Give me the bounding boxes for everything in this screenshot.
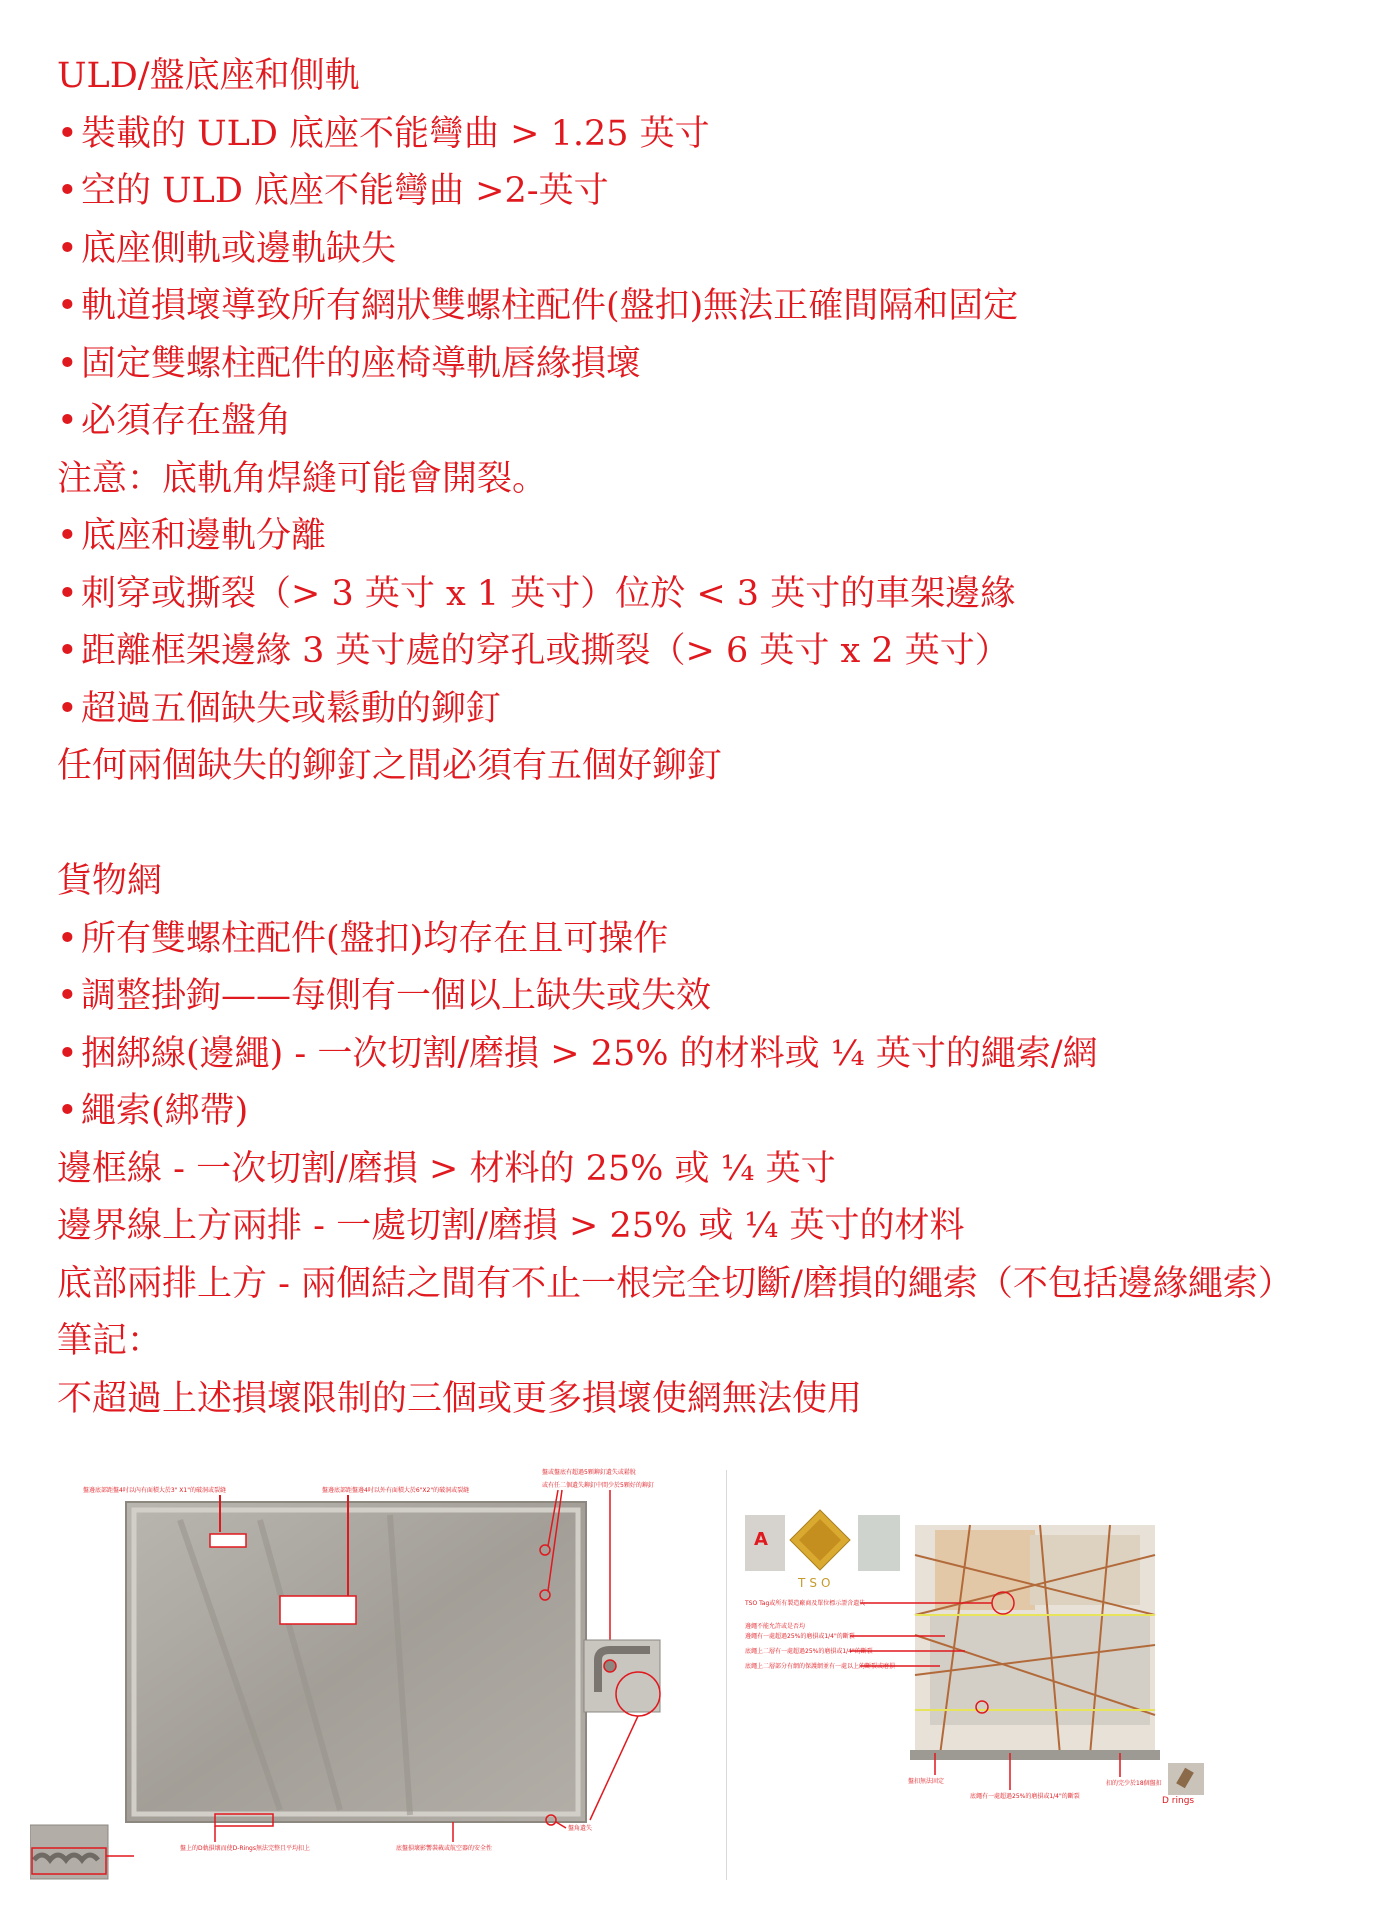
note-weld-crack: 注意：底軌角焊縫可能會開裂。 [57, 458, 548, 499]
tso-text: TSO [798, 1576, 835, 1590]
caption-buckle-count: 扣的完少於18個盤扣 [1106, 1780, 1162, 1787]
caption-lower-rows: 底繩上二層部分有網的保護網並有一處以上的斷裂或磨損 [745, 1663, 896, 1670]
caption-corner: 盤角遺失 [568, 1825, 593, 1832]
bullet-puncture-far-edge: • 距離框架邊緣 3 英寸處的穿孔或撕裂（> 6 英寸 x 2 英寸） [57, 623, 1357, 681]
bullet-adjust-hooks: • 調整掛鉤——每側有一個以上缺失或失效 [57, 968, 1357, 1026]
cargo-net-section [57, 853, 1357, 1428]
caption-upper-rows: 底繩上二層有一處超過25%的磨損或1/4"的斷裂 [745, 1648, 873, 1655]
pallet-damage-figure [30, 1460, 720, 1880]
bullet-rail-missing: • 底座側軌或邊軌缺失 [57, 221, 1357, 279]
upper-rows-rule: 邊界線上方兩排 - 一處切割/磨損 > 25% 或 ¼ 英寸的材料 [57, 1206, 965, 1246]
bullet-rivets-missing: • 超過五個缺失或鬆動的鉚釘 [57, 681, 1357, 739]
net-unusable-rule: 不超過上述損壞限制的三個或更多損壞使網無法使用 [57, 1378, 863, 1419]
drings-text: D rings [1162, 1796, 1195, 1806]
bullet-loaded-base-bend: • 裝載的 ULD 底座不能彎曲 > 1.25 英寸 [57, 106, 1357, 164]
bullet-fittings-present: • 所有雙螺柱配件(盤扣)均存在且可操作 [57, 911, 1357, 969]
caption-edge-rope-a: 邊繩不能允許或是否均 [745, 1623, 806, 1630]
bullet-ropes: • 繩索(綁帶) [57, 1083, 1357, 1141]
svg-text:A: A [754, 1529, 768, 1550]
caption-tso-tag: TSO Tag或所有製造廠商及單位標示證含遺失 [745, 1600, 866, 1607]
caption-hole-edge: 盤邊底部距盤4吋以內有面積大於3" X1"的破洞或裂縫 [83, 1487, 226, 1494]
tag-photo-b [858, 1515, 900, 1571]
caption-edge-rope-b: 邊繩有一處超過25%的磨損或1/4"的斷裂 [745, 1633, 855, 1640]
bullet-empty-base-bend: • 空的 ULD 底座不能彎曲 >2-英寸 [57, 163, 1357, 221]
bullet-edge-rope: • 捆綁線(邊繩) - 一次切割/磨損 > 25% 的材料或 ¼ 英寸的繩索/網 [57, 1026, 1357, 1084]
caption-rivets-bottom: 或有任二個遺失鉚釘中間少於5顆好的鉚釘 [542, 1482, 654, 1489]
border-rope-rule: 邊框線 - 一次切割/磨損 > 材料的 25% 或 ¼ 英寸 [57, 1148, 836, 1189]
bottom-rows-rule: 底部兩排上方 - 兩個結之間有不止一根完全切斷/磨損的繩索（不包括邊緣繩索） [57, 1263, 1293, 1304]
caption-hole-center: 盤邊底部距盤邊4吋以外有面積大於6"X2"的破洞或裂縫 [322, 1487, 470, 1494]
bullet-corners-present: • 必須存在盤角 [57, 393, 1357, 451]
caption-buckle: 盤扣無法固定 [908, 1778, 945, 1785]
caption-rail: 盤上的D軌損壞而使D-Rings無法完整且平均扣上 [180, 1845, 310, 1852]
bullet-puncture-near-edge: • 刺穿或撕裂（> 3 英寸 x 1 英寸）位於 < 3 英寸的車架邊緣 [57, 566, 1357, 624]
pallet-plate [126, 1502, 586, 1822]
hole-center-marker [280, 1596, 356, 1624]
bullet-base-rail-separation: • 底座和邊軌分離 [57, 508, 1357, 566]
rail-closeup-photo [30, 1825, 108, 1879]
bullet-seat-track-lip: • 固定雙螺柱配件的座椅導軌唇緣損壞 [57, 336, 1357, 394]
rivet-rule: 任何兩個缺失的鉚釘之間必須有五個好鉚釘 [57, 746, 723, 786]
figure-divider [726, 1470, 727, 1880]
section-heading-cargo-net: 貨物網 [57, 861, 163, 901]
caption-base: 底盤損壞影響裝載或航空器的安全性 [396, 1845, 493, 1852]
caption-rivets-top: 盤或盤底有超過5顆鉚釘遺失或鬆脫 [542, 1469, 636, 1476]
caption-bottom-rope: 底繩有一處超過25%的磨損或1/4"的斷裂 [970, 1793, 1080, 1800]
section-heading-uld-pallet: ULD/盤底座和側軌 [57, 56, 360, 96]
document-body [57, 48, 1357, 1428]
section-spacer [57, 796, 1357, 854]
notes-heading: 筆記： [57, 1321, 163, 1361]
net-pallet-base [910, 1750, 1160, 1760]
hole-edge-marker [210, 1534, 246, 1547]
cargo-net-figure [740, 1495, 1300, 1840]
bullet-rail-damage-fittings: • 軌道損壞導致所有網狀雙螺柱配件(盤扣)無法正確間隔和固定 [57, 278, 1357, 336]
uld-pallet-section [57, 48, 1357, 796]
